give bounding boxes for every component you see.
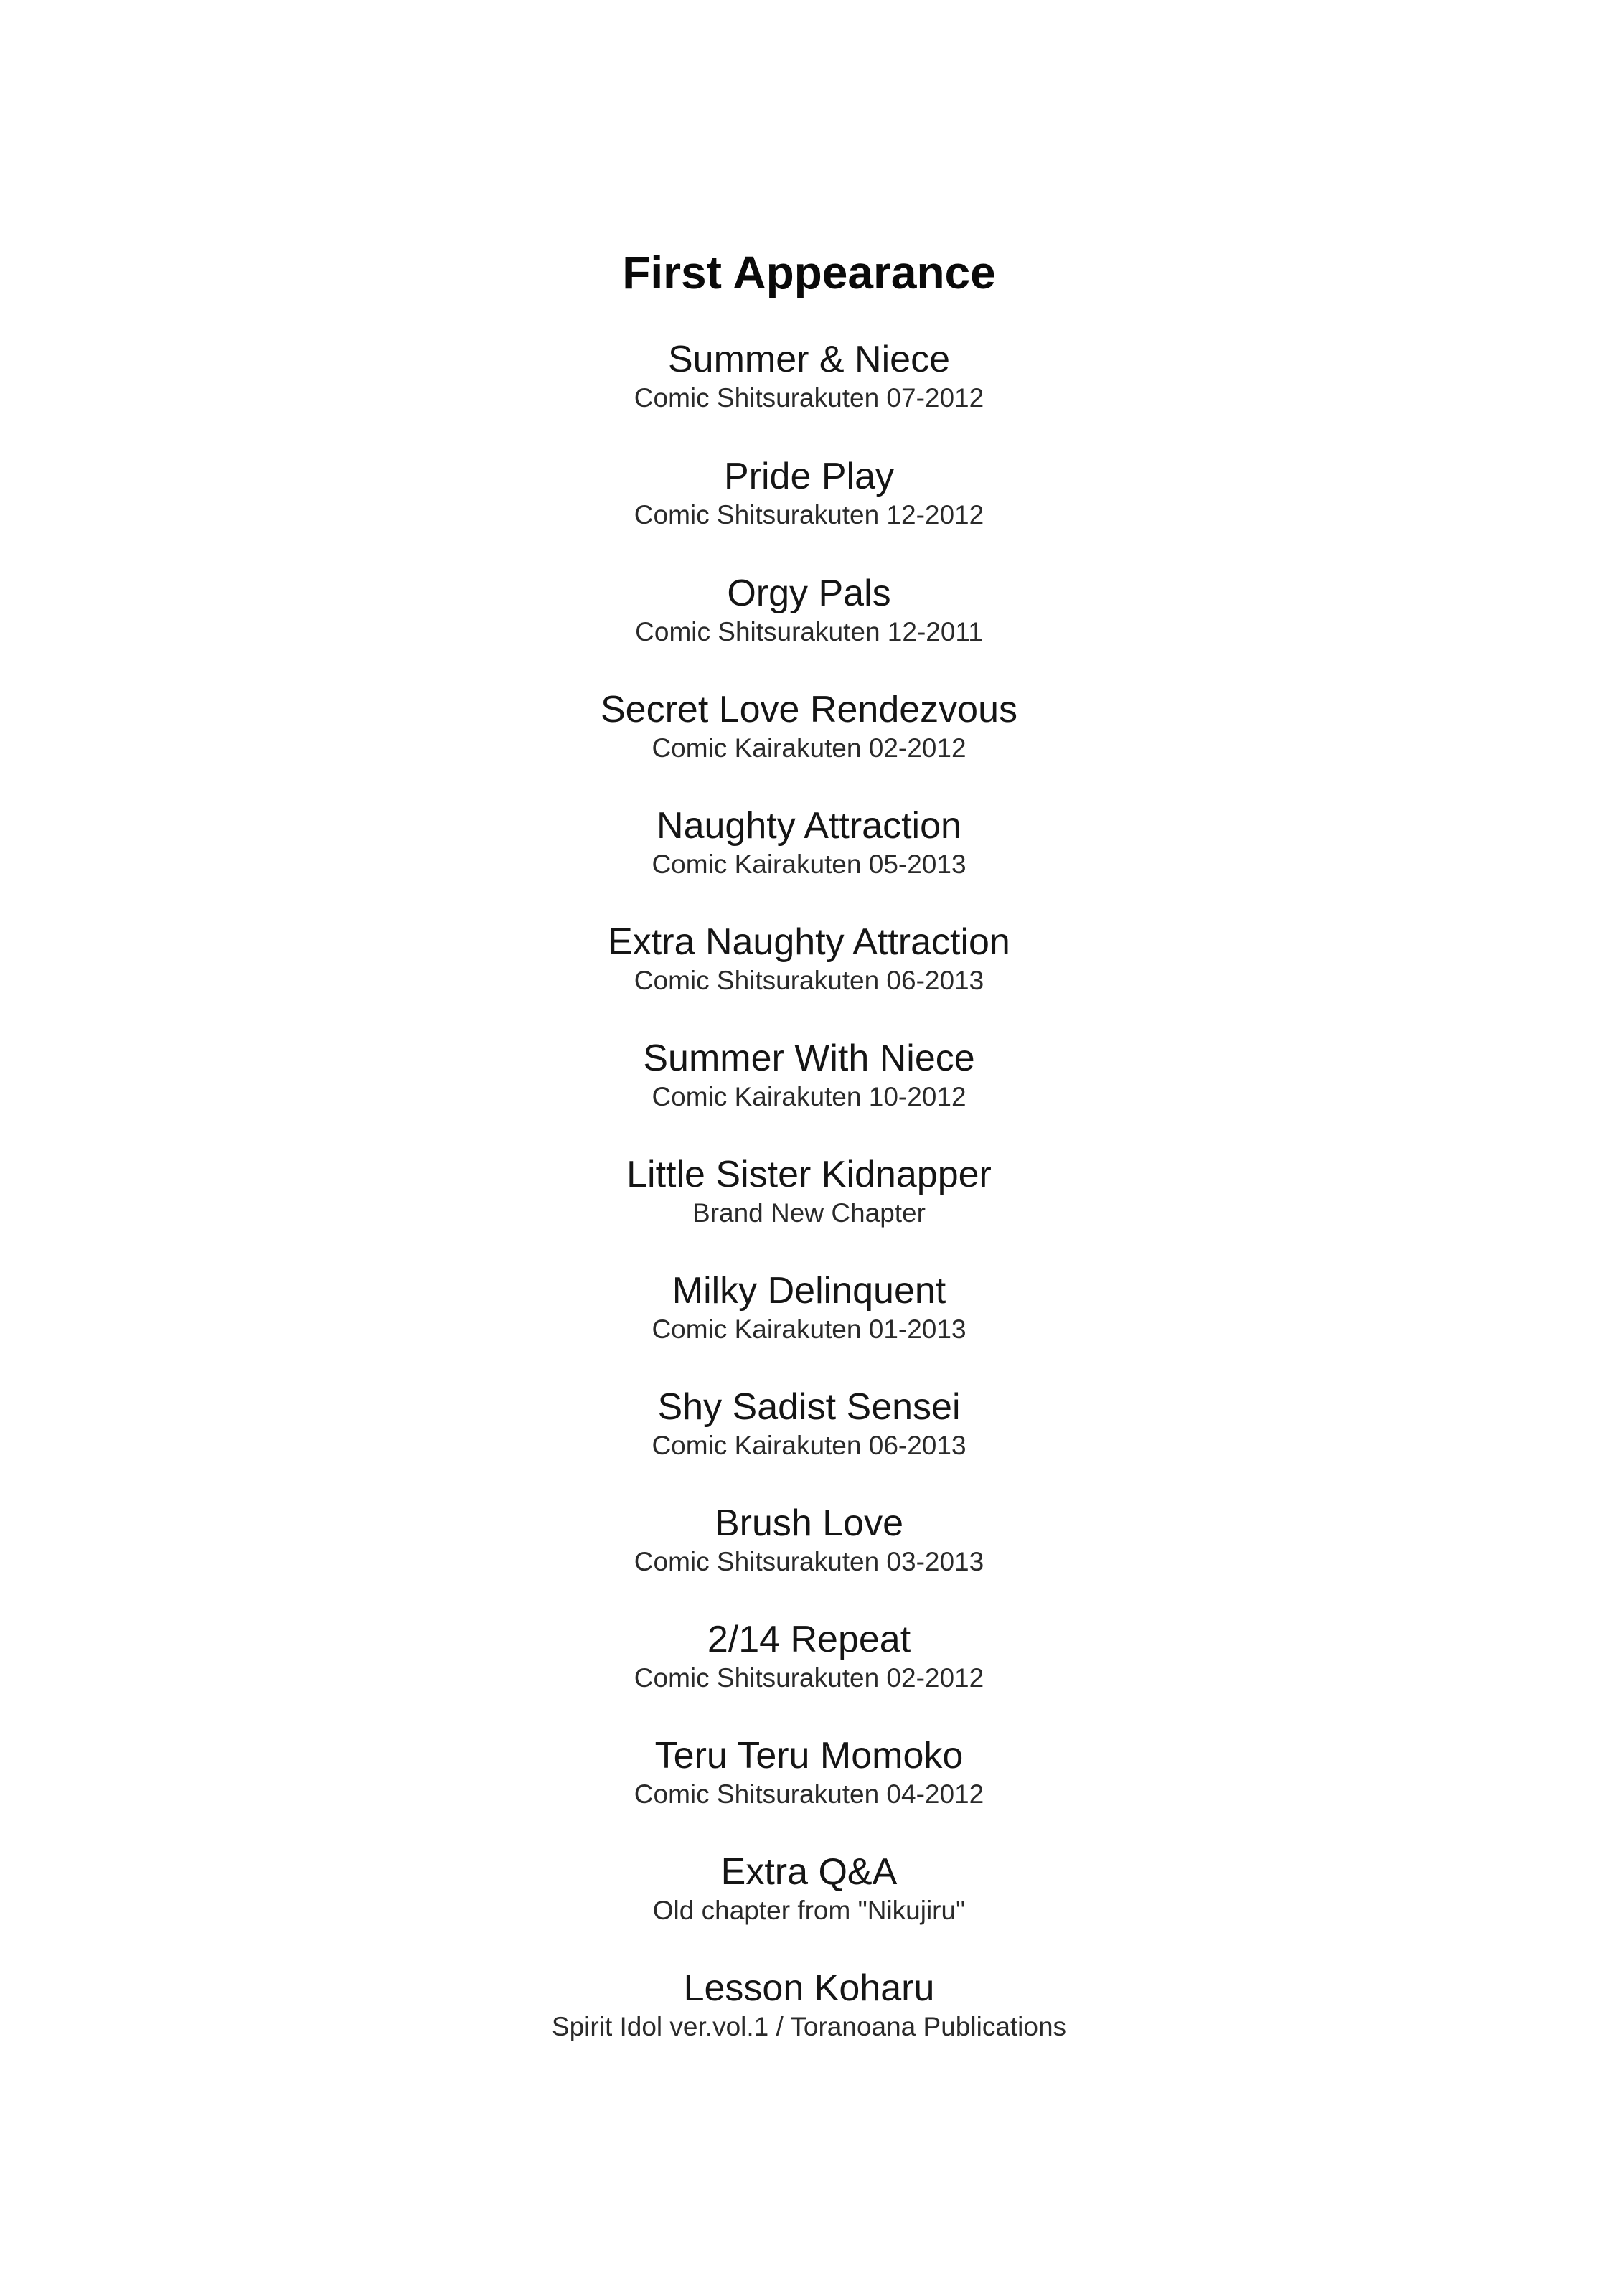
chapter-title: Naughty Attraction xyxy=(657,805,961,847)
chapter-entry xyxy=(0,687,1618,765)
chapter-source: Brand New Chapter xyxy=(692,1198,926,1228)
chapter-title: Extra Q&A xyxy=(720,1851,898,1893)
chapter-entry xyxy=(0,1036,1618,1114)
chapter-source: Comic Kairakuten 05-2013 xyxy=(652,850,966,879)
chapter-title: Summer & Niece xyxy=(668,339,950,380)
chapter-title: Extra Naughty Attraction xyxy=(608,921,1010,963)
chapter-source: Comic Shitsurakuten 04-2012 xyxy=(634,1779,984,1809)
chapter-source: Comic Shitsurakuten 12-2011 xyxy=(635,617,983,646)
chapter-title: Secret Love Rendezvous xyxy=(600,689,1017,730)
chapter-source: Spirit Idol ver.vol.1 / Toranoana Publications xyxy=(551,2012,1067,2041)
chapter-source: Comic Shitsurakuten 06-2013 xyxy=(634,966,984,995)
chapter-source: Comic Shitsurakuten 12-2012 xyxy=(634,500,984,530)
chapter-entry xyxy=(0,1385,1618,1462)
chapter-title: Milky Delinquent xyxy=(672,1270,946,1312)
chapter-entry xyxy=(0,804,1618,881)
chapter-source: Comic Shitsurakuten 02-2012 xyxy=(634,1663,984,1693)
chapter-title: 2/14 Repeat xyxy=(707,1619,911,1660)
chapter-title: Pride Play xyxy=(724,456,894,497)
chapter-entry xyxy=(0,1733,1618,1811)
chapter-entry xyxy=(0,1850,1618,1927)
chapter-entry xyxy=(0,1617,1618,1695)
chapter-title: Summer With Niece xyxy=(643,1038,975,1079)
chapter-title: Teru Teru Momoko xyxy=(654,1735,964,1777)
chapter-source: Comic Kairakuten 06-2013 xyxy=(652,1431,966,1460)
chapter-source: Comic Kairakuten 01-2013 xyxy=(652,1314,966,1344)
chapter-title: Orgy Pals xyxy=(727,573,891,614)
chapter-source: Comic Shitsurakuten 03-2013 xyxy=(634,1547,984,1576)
chapter-entry xyxy=(0,454,1618,532)
chapter-title: Brush Love xyxy=(714,1502,904,1544)
chapter-title: Little Sister Kidnapper xyxy=(626,1154,992,1195)
chapter-entry xyxy=(0,571,1618,649)
chapter-source: Comic Shitsurakuten 07-2012 xyxy=(634,383,984,413)
chapter-entry xyxy=(0,1501,1618,1578)
chapter-title: Shy Sadist Sensei xyxy=(657,1386,961,1428)
chapter-source: Old chapter from "Nikujiru" xyxy=(652,1896,966,1925)
chapter-entry xyxy=(0,337,1618,415)
chapter-source: Comic Kairakuten 02-2012 xyxy=(652,733,966,763)
chapter-source: Comic Kairakuten 10-2012 xyxy=(652,1082,966,1111)
chapter-entry xyxy=(0,920,1618,997)
chapter-entry xyxy=(0,1269,1618,1346)
chapter-entry xyxy=(0,1966,1618,2043)
page-title: First Appearance xyxy=(622,247,996,298)
chapter-title: Lesson Koharu xyxy=(683,1967,935,2009)
chapter-entry xyxy=(0,1152,1618,1230)
